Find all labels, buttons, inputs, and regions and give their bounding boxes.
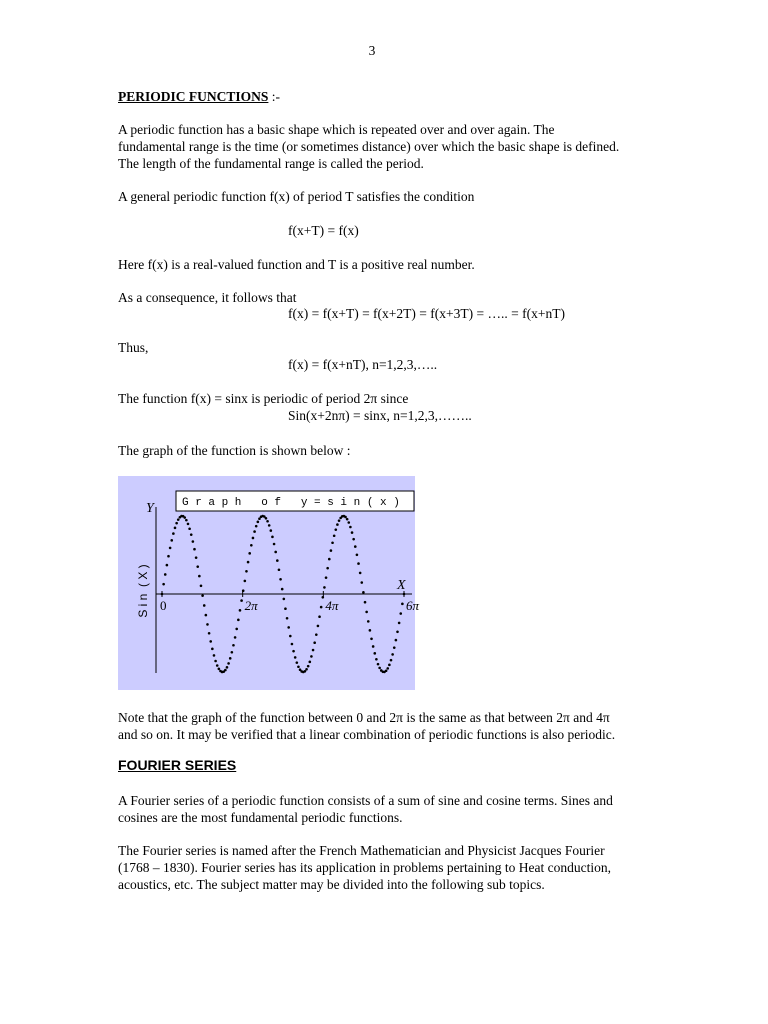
data-point [378, 667, 381, 670]
data-point [203, 604, 206, 607]
data-point [257, 521, 260, 524]
data-point [239, 609, 242, 612]
data-point [369, 629, 372, 632]
data-point [195, 556, 198, 559]
fourier-line: (1768 – 1830). Fourier series has its application in problems pertaining to Heat conduction, [118, 860, 612, 875]
data-point [240, 599, 243, 602]
intro-line: A periodic function has a basic shape which is repeated over and over again. The [118, 122, 555, 137]
data-point [403, 593, 406, 596]
data-point [205, 614, 208, 617]
equation-chain: f(x) = f(x+T) = f(x+2T) = f(x+3T) = ….. = f(x+nT) [288, 306, 565, 321]
data-point [364, 601, 367, 604]
consequence-line: As a consequence, it follows that [118, 290, 297, 305]
data-point [356, 553, 359, 556]
data-point [326, 567, 329, 570]
data-point [349, 526, 352, 529]
data-point [177, 518, 180, 521]
data-point [321, 596, 324, 599]
data-point [281, 588, 284, 591]
data-point [336, 523, 339, 526]
data-point [226, 666, 229, 669]
data-point [201, 594, 204, 597]
data-point [227, 662, 230, 665]
sine-graph-svg [118, 476, 420, 690]
data-point [287, 626, 290, 629]
data-point [162, 583, 165, 586]
data-point [266, 520, 269, 523]
equation-sine: Sin(x+2nπ) = sinx, n=1,2,3,…….. [288, 408, 472, 423]
section-heading-periodic [118, 88, 280, 105]
data-point [232, 644, 235, 647]
data-point [292, 650, 295, 653]
data-point [237, 619, 240, 622]
data-point [166, 564, 169, 567]
data-point [172, 532, 175, 535]
fourier-paragraph-2 [118, 842, 658, 893]
fourier-line: The Fourier series is named after the French Mathematician and Physicist Jacques Fourier [118, 843, 605, 858]
data-point [247, 561, 250, 564]
data-point [294, 656, 297, 659]
data-point [333, 534, 336, 537]
data-point [270, 529, 273, 532]
data-point [365, 611, 368, 614]
data-point [213, 654, 216, 657]
data-point [305, 668, 308, 671]
fourier-line: acoustics, etc. The subject matter may be divided into the following sub topics. [118, 877, 545, 892]
data-point [370, 637, 373, 640]
note-line: Note that the graph of the function between 0 and 2π is the same as that between 2π and 4π [118, 710, 610, 725]
data-point [183, 516, 186, 519]
data-point [401, 603, 404, 606]
note-line: and so on. It may be verified that a linear combination of periodic functions is also periodic. [118, 727, 616, 742]
sine-graph [118, 476, 420, 690]
data-point [375, 658, 378, 661]
data-point [346, 518, 349, 521]
data-point [279, 578, 282, 581]
data-point [234, 636, 237, 639]
data-point [393, 646, 396, 649]
data-point [385, 669, 388, 672]
equation-general: f(x) = f(x+nT), n=1,2,3,….. [288, 357, 438, 372]
thus-line: Thus, [118, 340, 149, 355]
data-point [317, 625, 320, 628]
data-point [253, 530, 256, 533]
data-point [347, 521, 350, 524]
data-point [268, 524, 271, 527]
data-point [198, 575, 201, 578]
general-definition-line: A general periodic function f(x) of period T satisfies the condition [118, 189, 475, 204]
data-point [320, 606, 323, 609]
fourier-paragraph-1 [118, 792, 658, 826]
data-point [328, 558, 331, 561]
data-point [169, 547, 172, 550]
data-point [271, 536, 274, 539]
data-point [391, 653, 394, 656]
data-point [273, 543, 276, 546]
chart-title: G r a p h o f y = s i n ( x ) [182, 497, 400, 509]
data-point [291, 643, 294, 646]
data-point [354, 545, 357, 548]
data-point [310, 655, 313, 658]
data-point [209, 640, 212, 643]
data-point [315, 633, 318, 636]
data-point [373, 652, 376, 655]
data-point [190, 533, 193, 536]
data-point [167, 555, 170, 558]
data-point [250, 544, 253, 547]
y-axis-text: S i n ( X ) [136, 564, 150, 618]
data-point [372, 645, 375, 648]
data-point [338, 519, 341, 522]
data-point [242, 589, 245, 592]
data-point [224, 669, 227, 672]
data-point [331, 541, 334, 544]
graph-intro-line: The graph of the function is shown below : [118, 443, 351, 458]
data-point [284, 607, 287, 610]
x-tick-label: 0 [160, 598, 167, 613]
x-tick-label: 6π [406, 598, 420, 613]
data-point [200, 584, 203, 587]
here-line: Here f(x) is a real-valued function and T is a positive real number. [118, 257, 475, 272]
data-point [286, 617, 289, 620]
data-point [206, 623, 209, 626]
data-point [192, 540, 195, 543]
data-point [208, 632, 211, 635]
data-point [278, 568, 281, 571]
data-point [330, 549, 333, 552]
data-point [188, 527, 191, 530]
intro-line: fundamental range is the time (or sometimes distance) over which the basic shape is defined. [118, 139, 620, 154]
data-point [214, 660, 217, 663]
data-point [193, 548, 196, 551]
data-point [307, 665, 310, 668]
x-axis-label: X [397, 578, 406, 593]
data-point [352, 538, 355, 541]
intro-line: The length of the fundamental range is called the period. [118, 156, 424, 171]
data-point [185, 519, 188, 522]
data-point [235, 628, 238, 631]
x-tick-label: 4π [325, 598, 339, 613]
data-point [276, 559, 279, 562]
data-point [312, 649, 315, 652]
data-point [323, 586, 326, 589]
data-point [216, 664, 219, 667]
data-point [351, 531, 354, 534]
data-point [386, 667, 389, 670]
data-point [395, 639, 398, 642]
data-point [297, 665, 300, 668]
data-point [218, 668, 221, 671]
data-point [196, 565, 199, 568]
data-point [283, 598, 286, 601]
data-point [399, 612, 402, 615]
data-point [359, 572, 362, 575]
data-point [357, 562, 360, 565]
data-point [265, 517, 268, 520]
data-point [318, 615, 321, 618]
fourier-series-title: FOURIER SERIES [118, 757, 237, 773]
data-point [377, 663, 380, 666]
data-point [170, 539, 173, 542]
fourier-line: cosines are the most fundamental periodic functions. [118, 810, 403, 825]
x-tick-label: 2π [244, 598, 258, 613]
data-point [274, 551, 277, 554]
data-point [334, 528, 337, 531]
data-point [313, 641, 316, 644]
intro-paragraph [118, 121, 658, 172]
data-point [175, 522, 178, 525]
data-point [252, 537, 255, 540]
heading-suffix: :- [268, 89, 281, 104]
data-point [367, 620, 370, 623]
data-point [174, 527, 177, 530]
y-axis-label: Y [146, 501, 154, 516]
data-point [231, 651, 234, 654]
data-point [248, 552, 251, 555]
data-point [309, 661, 312, 664]
data-point [161, 593, 164, 596]
data-point [244, 580, 247, 583]
data-point [396, 631, 399, 634]
note-paragraph [118, 709, 658, 743]
data-point [187, 523, 190, 526]
data-point [164, 573, 167, 576]
fourier-line: A Fourier series of a periodic function consists of a sum of sine and cosine terms. Sines and [118, 793, 613, 808]
data-point [289, 635, 292, 638]
data-point [390, 659, 393, 662]
data-point [388, 664, 391, 667]
data-point [211, 648, 214, 651]
data-point [398, 622, 401, 625]
sine-periodic-line: The function f(x) = sinx is periodic of period 2π since [118, 391, 409, 406]
data-point [325, 576, 328, 579]
periodic-functions-title: PERIODIC FUNCTIONS [118, 89, 269, 104]
data-point [255, 525, 258, 528]
data-point [362, 591, 365, 594]
page-number: 3 [368, 43, 376, 58]
equation-periodic-condition: f(x+T) = f(x) [288, 223, 359, 238]
data-point [360, 581, 363, 584]
data-point [245, 570, 248, 573]
data-point [296, 661, 299, 664]
data-point [344, 516, 347, 519]
data-point [229, 657, 232, 660]
